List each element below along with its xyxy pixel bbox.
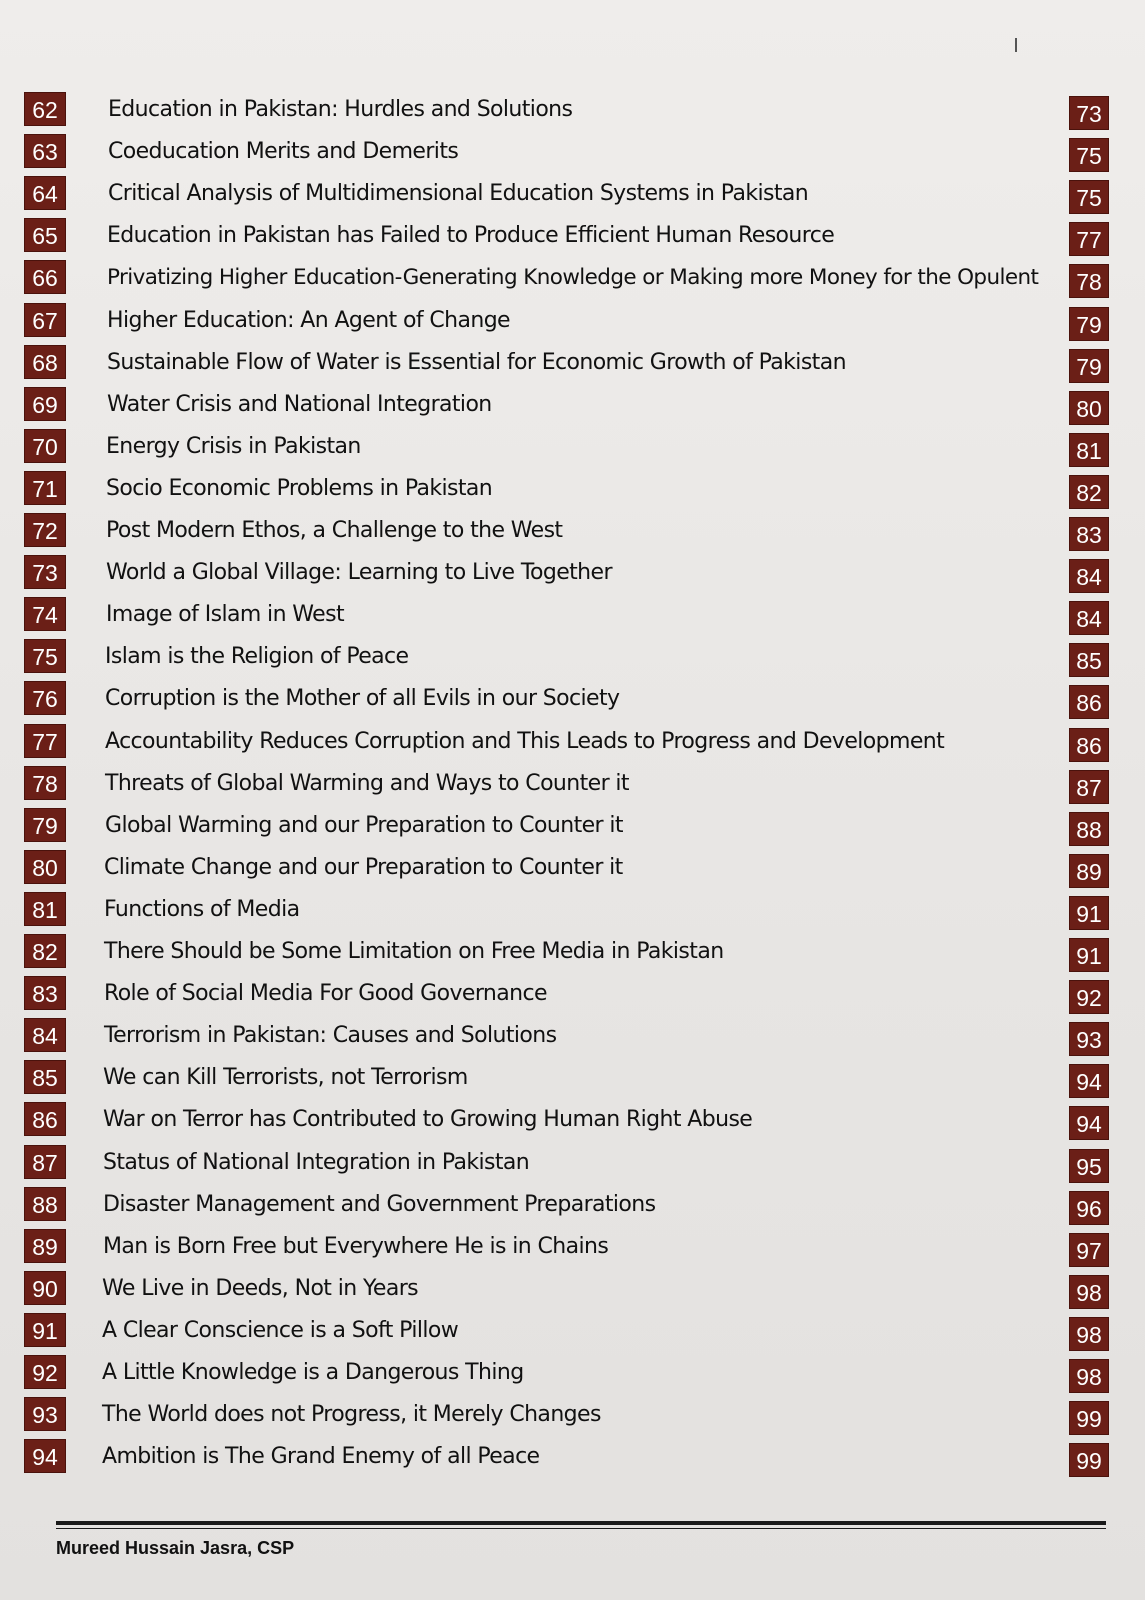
toc-entry (0, 974, 1145, 1014)
entry-title: Climate Change and our Preparation to Counter it (104, 854, 623, 880)
entry-title: Functions of Media (104, 896, 300, 922)
entry-title: Terrorism in Pakistan: Causes and Solutions (104, 1023, 557, 1049)
toc-entry (0, 679, 1145, 719)
entry-number-badge: 63 (24, 134, 66, 168)
footer-rule-thick (56, 1521, 1106, 1525)
entry-page-number-badge: 86 (1069, 685, 1109, 719)
entry-number-badge: 70 (24, 429, 66, 463)
entry-title: Accountability Reduces Corruption and This Leads to Progress and Development (105, 728, 945, 754)
entry-number-badge: 71 (24, 471, 66, 505)
entry-number-badge: 91 (24, 1313, 66, 1347)
toc-entry (0, 1100, 1145, 1140)
entry-title: Threats of Global Warming and Ways to Counter it (105, 770, 629, 796)
entry-number-badge: 92 (24, 1355, 66, 1389)
entry-number-badge: 73 (24, 555, 66, 589)
toc-entry (0, 1185, 1145, 1225)
entry-title: Role of Social Media For Good Governance (104, 981, 547, 1007)
entry-page-number-badge: 97 (1069, 1233, 1109, 1267)
entry-title: There Should be Some Limitation on Free Media in Pakistan (104, 939, 724, 964)
entry-number-badge: 85 (24, 1060, 66, 1094)
toc-entry (0, 301, 1145, 341)
entry-page-number-badge: 98 (1069, 1275, 1109, 1309)
entry-title: Islam is the Religion of Peace (105, 644, 409, 670)
entry-number-badge: 86 (24, 1102, 66, 1136)
entry-title: Ambition is The Grand Enemy of all Peace (102, 1444, 540, 1470)
toc-entry (0, 1311, 1145, 1351)
entry-number-badge: 66 (24, 260, 66, 294)
entry-number-badge: 77 (24, 724, 66, 758)
toc-entry (0, 469, 1145, 509)
entry-page-number-badge: 75 (1069, 180, 1109, 214)
toc-entry (0, 1269, 1145, 1309)
page-mark (1015, 38, 1017, 52)
entry-page-number-badge: 93 (1069, 1022, 1109, 1056)
entry-number-badge: 76 (24, 681, 66, 715)
entry-number-badge: 90 (24, 1271, 66, 1305)
toc-entry (0, 1058, 1145, 1098)
toc-entry (0, 553, 1145, 593)
entry-page-number-badge: 94 (1069, 1106, 1109, 1140)
entry-page-number-badge: 87 (1069, 770, 1109, 804)
entry-number-badge: 79 (24, 808, 66, 842)
toc-entry (0, 637, 1145, 677)
entry-title: Energy Crisis in Pakistan (106, 433, 361, 459)
entry-title: Corruption is the Mother of all Evils in our Society (105, 686, 620, 712)
entry-number-badge: 74 (24, 597, 66, 631)
entry-number-badge: 69 (24, 387, 66, 421)
entry-page-number-badge: 75 (1069, 138, 1109, 172)
entry-number-badge: 67 (24, 303, 66, 337)
entry-page-number-badge: 92 (1069, 980, 1109, 1014)
toc-entry (0, 174, 1145, 214)
entry-page-number-badge: 89 (1069, 854, 1109, 888)
entry-number-badge: 83 (24, 976, 66, 1010)
footer-author: Mureed Hussain Jasra, CSP (56, 1538, 295, 1558)
entry-number-badge: 94 (24, 1439, 66, 1473)
toc-entry (0, 722, 1145, 762)
entry-page-number-badge: 88 (1069, 812, 1109, 846)
entry-title: Image of Islam in West (106, 602, 344, 628)
toc-entry (0, 1016, 1145, 1056)
entry-number-badge: 64 (24, 176, 66, 210)
entry-title: A Clear Conscience is a Soft Pillow (102, 1317, 459, 1343)
entry-title: We can Kill Terrorists, not Terrorism (103, 1065, 468, 1091)
entry-title: World a Global Village: Learning to Live Together (106, 560, 612, 586)
entry-page-number-badge: 83 (1069, 517, 1109, 551)
entry-number-badge: 88 (24, 1187, 66, 1221)
entry-title: Sustainable Flow of Water is Essential for Economic Growth of Pakistan (107, 349, 846, 375)
entry-page-number-badge: 99 (1069, 1401, 1109, 1435)
entry-page-number-badge: 80 (1069, 391, 1109, 425)
entry-title: Higher Education: An Agent of Change (107, 307, 510, 333)
entry-title: War on Terror has Contributed to Growing Human Right Abuse (103, 1107, 753, 1133)
entry-number-badge: 78 (24, 766, 66, 800)
entry-page-number-badge: 79 (1069, 307, 1109, 341)
entry-title: We Live in Deeds, Not in Years (102, 1275, 419, 1301)
entry-number-badge: 82 (24, 934, 66, 968)
entry-page-number-badge: 91 (1069, 938, 1109, 972)
entry-page-number-badge: 99 (1069, 1443, 1109, 1477)
entry-page-number-badge: 79 (1069, 349, 1109, 383)
toc-entry (0, 848, 1145, 888)
entry-page-number-badge: 95 (1069, 1149, 1109, 1183)
toc-entry (0, 1395, 1145, 1435)
entry-title: Education in Pakistan has Failed to Produce Efficient Human Resource (107, 223, 835, 249)
entry-number-badge: 75 (24, 639, 66, 673)
entry-number-badge: 80 (24, 850, 66, 884)
entry-number-badge: 72 (24, 513, 66, 547)
entry-page-number-badge: 81 (1069, 433, 1109, 467)
entry-page-number-badge: 94 (1069, 1064, 1109, 1098)
entry-number-badge: 68 (24, 345, 66, 379)
toc-entry (0, 1143, 1145, 1183)
entry-page-number-badge: 84 (1069, 601, 1109, 635)
entry-page-number-badge: 98 (1069, 1317, 1109, 1351)
entry-title: Man is Born Free but Everywhere He is in Chains (103, 1233, 609, 1259)
entry-title: Global Warming and our Preparation to Counter it (105, 812, 623, 838)
entry-page-number-badge: 86 (1069, 728, 1109, 762)
entry-title: Critical Analysis of Multidimensional Education Systems in Pakistan (108, 181, 809, 207)
entry-title: Socio Economic Problems in Pakistan (106, 475, 493, 501)
entry-title: Privatizing Higher Education-Generating Knowledge or Making more Money for the Opulent (107, 265, 1039, 291)
toc-entry (0, 595, 1145, 635)
entry-page-number-badge: 96 (1069, 1191, 1109, 1225)
entry-number-badge: 62 (24, 92, 66, 126)
entry-number-badge: 89 (24, 1229, 66, 1263)
entry-page-number-badge: 84 (1069, 559, 1109, 593)
entry-title: Water Crisis and National Integration (107, 391, 492, 417)
entry-number-badge: 65 (24, 218, 66, 252)
entry-title: Status of National Integration in Pakistan (103, 1149, 530, 1175)
toc-entry (0, 1227, 1145, 1267)
entry-title: A Little Knowledge is a Dangerous Thing (102, 1360, 524, 1385)
toc-entry (0, 764, 1145, 804)
toc-entry (0, 1353, 1145, 1393)
entry-page-number-badge: 78 (1069, 264, 1109, 298)
toc-entry (0, 385, 1145, 425)
entry-title: Coeducation Merits and Demerits (108, 139, 459, 165)
entry-title: Post Modern Ethos, a Challenge to the West (106, 518, 563, 543)
toc-entry (0, 216, 1145, 256)
entry-title: Education in Pakistan: Hurdles and Solutions (108, 97, 573, 122)
toc-entry (0, 90, 1145, 130)
toc-entry (0, 806, 1145, 846)
toc-entry (0, 258, 1145, 298)
entry-page-number-badge: 77 (1069, 222, 1109, 256)
toc-entry (0, 343, 1145, 383)
entry-number-badge: 81 (24, 892, 66, 926)
footer-rule-thin (56, 1528, 1106, 1529)
entry-number-badge: 93 (24, 1397, 66, 1431)
toc-entry (0, 511, 1145, 551)
entry-page-number-badge: 82 (1069, 475, 1109, 509)
toc-entry (0, 427, 1145, 467)
toc-entry (0, 890, 1145, 930)
entry-page-number-badge: 73 (1069, 96, 1109, 130)
entry-page-number-badge: 85 (1069, 643, 1109, 677)
entry-title: Disaster Management and Government Preparations (103, 1191, 656, 1217)
entry-number-badge: 87 (24, 1145, 66, 1179)
toc-entry (0, 1437, 1145, 1477)
toc-entry (0, 932, 1145, 972)
entry-title: The World does not Progress, it Merely Changes (102, 1402, 601, 1428)
entry-number-badge: 84 (24, 1018, 66, 1052)
entry-page-number-badge: 91 (1069, 896, 1109, 930)
entry-page-number-badge: 98 (1069, 1359, 1109, 1393)
toc-entry (0, 132, 1145, 172)
